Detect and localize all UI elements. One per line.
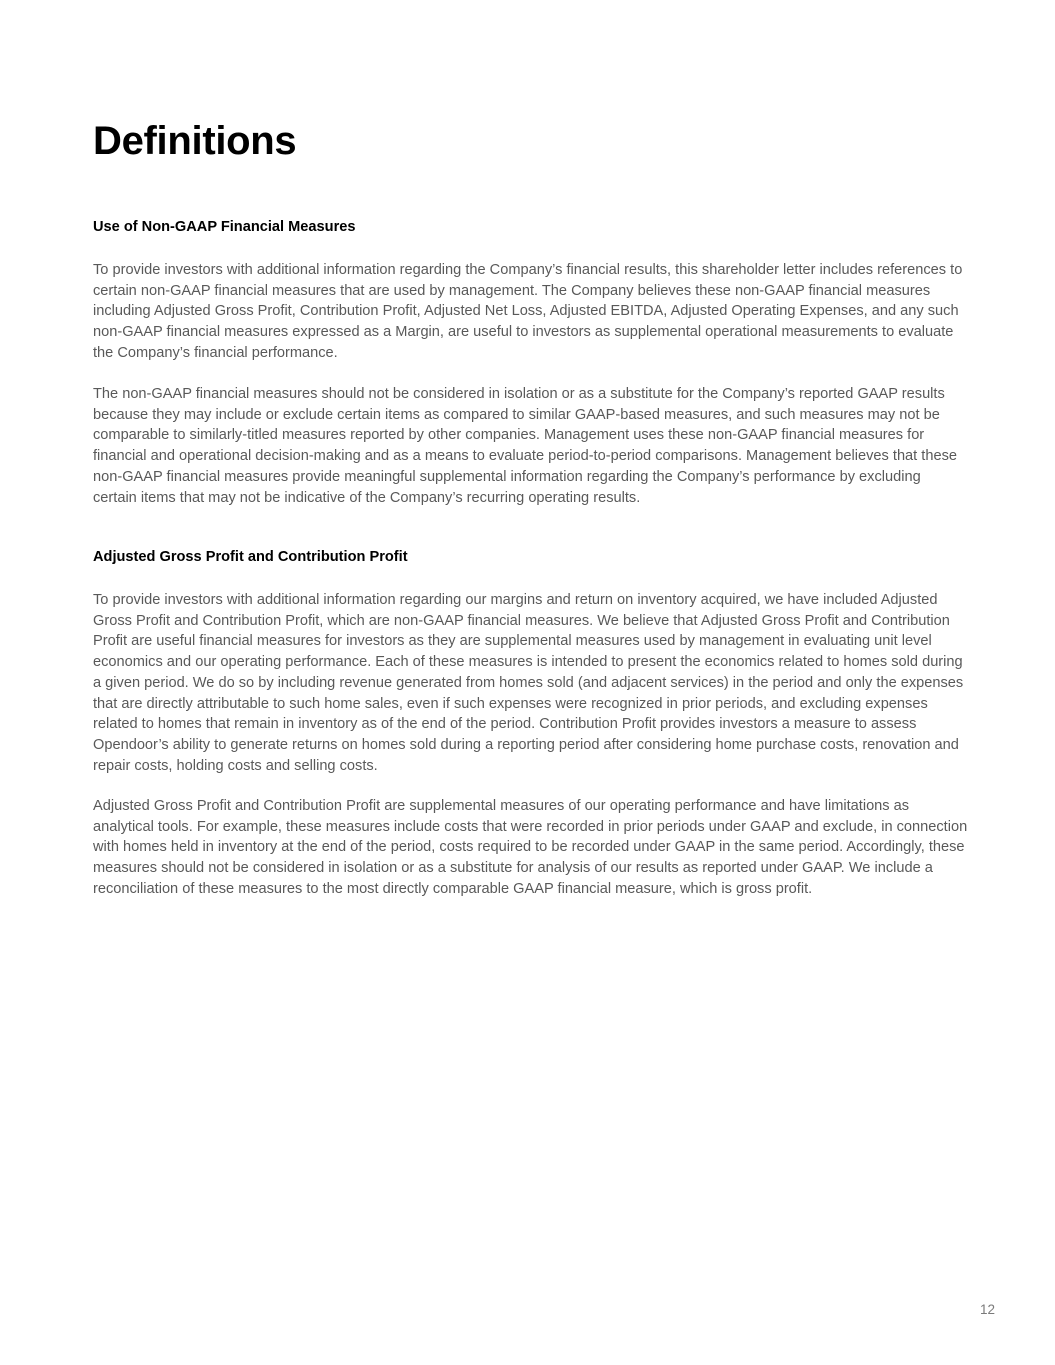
paragraph-non-gaap-limitations: The non-GAAP financial measures should not be considered in isolation or as a substitute for the Company’s reported GAAP results because they may include or exclude certain items as compared to similar GAAP-based measures, and such measures may not be comparable to similarly-titled measures reported by other companies. Management uses these non-GAAP financial measures for financial and operational decision-making and as a means to evaluate period-to-period comparisons. Management believes that these non-GAAP financial measures provide meaningful supplemental information regarding the Company’s performance by excluding certain items that may not be indicative of the Company’s recurring operating results. [93, 386, 957, 506]
page-number: 12 [979, 1302, 995, 1317]
section-heading-non-gaap: Use of Non-GAAP Financial Measures [93, 219, 356, 235]
paragraph-adjusted-gross-profit-intro: To provide investors with additional information regarding our margins and return on inventory acquired, we have included Adjusted Gross Profit and Contribution Profit, which are non-GAAP financial measures. We believe that Adjusted Gross Profit and Contribution Profit are useful financial measures for investors as they are supplemental measures used by management in evaluating unit level economics and our operating performance. Each of these measures is intended to present the economics related to homes sold during a given period. We do so by including revenue generated from homes sold (and adjacent services) in the period and only the expenses that are directly attributable to such home sales, even if such expenses were recognized in prior periods, and excluding expenses related to homes that remain in inventory as of the end of the period. Contribution Profit provides investors a measure to assess Opendoor’s ability to generate returns on homes sold during a reporting period after considering home purchase costs, renovation and repair costs, holding costs and selling costs. [93, 592, 964, 774]
paragraph-adjusted-gross-profit-limitations: Adjusted Gross Profit and Contribution Profit are supplemental measures of our operating performance and have limitations as analytical tools. For example, these measures include costs that were recorded in prior periods under GAAP and exclude, in connection with homes held in inventory at the end of the period, costs required to be recorded under GAAP in the same period. Accordingly, these measures should not be considered in isolation or as a substitute for analysis of our results as reported under GAAP. We include a reconciliation of these measures to the most directly comparable GAAP financial measure, which is gross profit. [93, 798, 968, 897]
paragraph-non-gaap-intro: To provide investors with additional information regarding the Company’s financial results, this shareholder letter includes references to certain non-GAAP financial measures that are used by management. The Company believes these non-GAAP financial measures including Adjusted Gross Profit, Contribution Profit, Adjusted Net Loss, Adjusted EBITDA, Adjusted Operating Expenses, and any such non-GAAP financial measures expressed as a Margin, are useful to investors as supplemental operational measurements to evaluate the Company’s financial performance. [93, 262, 963, 361]
page-title: Definitions [93, 119, 297, 163]
section-heading-adjusted-gross-profit: Adjusted Gross Profit and Contribution Profit [93, 549, 408, 565]
